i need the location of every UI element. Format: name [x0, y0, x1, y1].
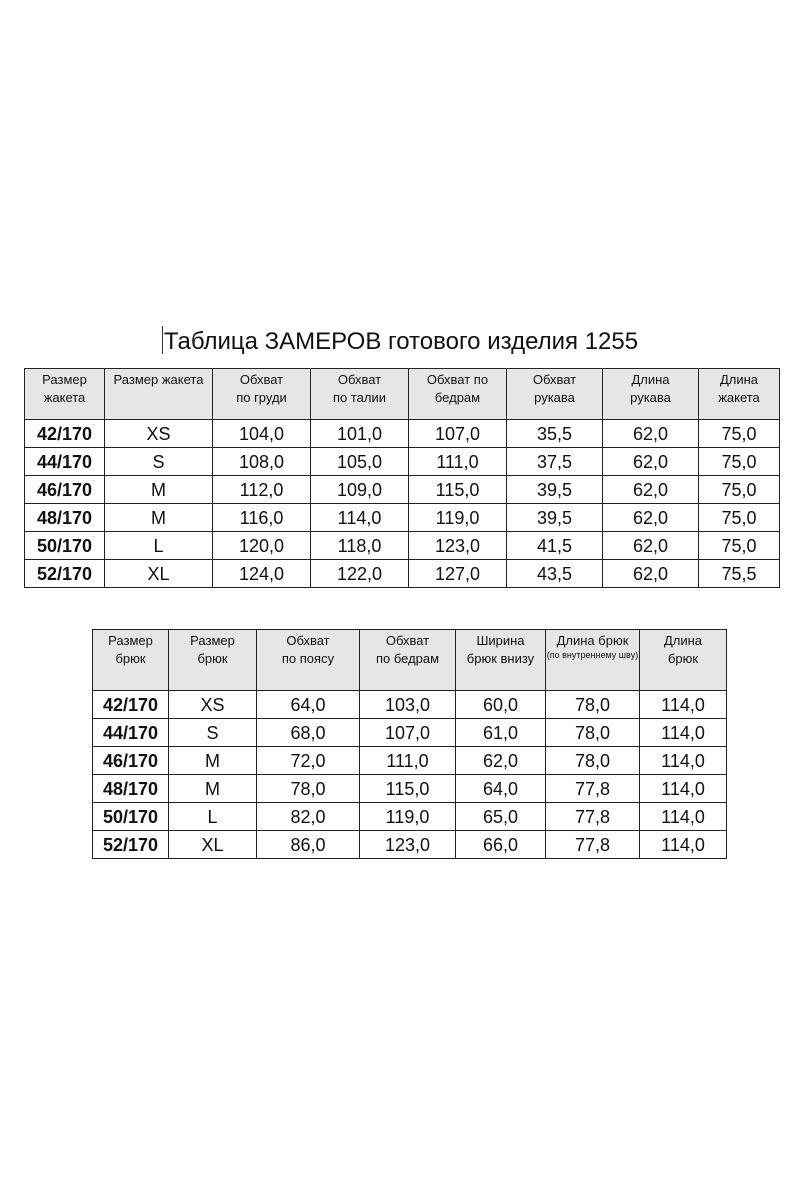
column-header	[311, 369, 409, 420]
table-cell: 104,0	[213, 420, 311, 448]
table-cell: 111,0	[409, 448, 507, 476]
table-cell: 123,0	[360, 831, 456, 859]
column-header-line: Длина брюк	[556, 633, 629, 648]
column-header-line: брюк	[667, 651, 699, 666]
table-cell: 78,0	[546, 747, 640, 775]
table-row	[25, 448, 780, 476]
table-row	[25, 476, 780, 504]
table-cell: 62,0	[603, 560, 699, 588]
table-cell: 66,0	[456, 831, 546, 859]
column-header-line: по талии	[332, 390, 387, 405]
table-cell: L	[105, 532, 213, 560]
column-header-line: Длина	[719, 372, 759, 387]
table-row	[93, 775, 727, 803]
table-cell: 112,0	[213, 476, 311, 504]
column-header-line: Размер	[108, 633, 153, 648]
table-cell: 68,0	[257, 719, 360, 747]
table-cell: XS	[169, 691, 257, 719]
column-header-line: по бедрам	[375, 651, 440, 666]
table-cell: 39,5	[507, 476, 603, 504]
table-cell: 78,0	[257, 775, 360, 803]
table-cell: 116,0	[213, 504, 311, 532]
column-header-line: жакета	[43, 390, 86, 405]
column-header-line: жакета	[718, 390, 760, 405]
table-cell: 114,0	[640, 803, 727, 831]
table-cell: 62,0	[603, 448, 699, 476]
column-header	[409, 369, 507, 420]
table-cell: 105,0	[311, 448, 409, 476]
table-cell: 114,0	[640, 747, 727, 775]
size-cell: 44/170	[25, 448, 105, 476]
size-cell: 50/170	[25, 532, 105, 560]
size-cell: 42/170	[93, 691, 169, 719]
table-cell: M	[105, 476, 213, 504]
table-cell: 107,0	[360, 719, 456, 747]
table-cell: 114,0	[640, 719, 727, 747]
table-cell: 120,0	[213, 532, 311, 560]
column-header	[169, 630, 257, 691]
table-cell: 61,0	[456, 719, 546, 747]
table-cell: 75,0	[699, 504, 780, 532]
column-header-line: Ширина	[476, 633, 525, 648]
pants-table-body	[93, 691, 727, 859]
table-cell: M	[169, 747, 257, 775]
table-cell: 75,0	[699, 532, 780, 560]
table-row	[93, 747, 727, 775]
size-cell: 52/170	[93, 831, 169, 859]
column-header-line: Размер	[190, 633, 235, 648]
page-title	[0, 326, 800, 358]
pants-measurements-table	[92, 629, 727, 859]
column-header-line: Размер	[42, 372, 87, 387]
table-cell: 108,0	[213, 448, 311, 476]
column-header-line: брюк внизу	[466, 651, 535, 666]
size-cell: 50/170	[93, 803, 169, 831]
table-cell: 62,0	[603, 504, 699, 532]
jacket-table-body	[25, 420, 780, 588]
table-cell: 37,5	[507, 448, 603, 476]
column-header-line: Обхват	[337, 372, 382, 387]
table-row	[93, 691, 727, 719]
table-cell: 115,0	[409, 476, 507, 504]
column-header	[603, 369, 699, 420]
column-header-line: (по внутреннему швy)	[546, 650, 639, 660]
table-row	[25, 420, 780, 448]
table-cell: S	[169, 719, 257, 747]
table-row	[25, 560, 780, 588]
page-title-text: Таблица ЗАМЕРОВ готового изделия 1255	[163, 328, 639, 355]
column-header	[257, 630, 360, 691]
table-cell: 107,0	[409, 420, 507, 448]
table-cell: 75,0	[699, 476, 780, 504]
column-header-line: Обхват	[239, 372, 284, 387]
table-cell: XS	[105, 420, 213, 448]
header-row	[93, 630, 727, 691]
table-cell: 127,0	[409, 560, 507, 588]
table-cell: 62,0	[603, 420, 699, 448]
table-cell: 82,0	[257, 803, 360, 831]
table-cell: 60,0	[456, 691, 546, 719]
column-header-line: Длина	[663, 633, 703, 648]
table-cell: M	[169, 775, 257, 803]
column-header-line: Размер жакета	[113, 372, 204, 387]
table-cell: 62,0	[603, 532, 699, 560]
column-header-line: бедрам	[434, 390, 481, 405]
column-header	[93, 630, 169, 691]
table-cell: S	[105, 448, 213, 476]
table-cell: 78,0	[546, 719, 640, 747]
column-header	[25, 369, 105, 420]
column-header	[546, 630, 640, 691]
jacket-table-header	[25, 369, 780, 420]
column-header	[360, 630, 456, 691]
size-cell: 48/170	[93, 775, 169, 803]
column-header	[213, 369, 311, 420]
column-header-line: Обхват	[385, 633, 430, 648]
size-cell: 42/170	[25, 420, 105, 448]
table-cell: 115,0	[360, 775, 456, 803]
table-cell: XL	[169, 831, 257, 859]
table-row	[93, 803, 727, 831]
header-row	[25, 369, 780, 420]
size-cell: 48/170	[25, 504, 105, 532]
column-header-line: по поясу	[281, 651, 335, 666]
table-cell: 78,0	[546, 691, 640, 719]
table-cell: 114,0	[640, 691, 727, 719]
table-cell: 75,0	[699, 448, 780, 476]
table-cell: XL	[105, 560, 213, 588]
table-cell: 43,5	[507, 560, 603, 588]
table-cell: 124,0	[213, 560, 311, 588]
table-cell: 114,0	[640, 831, 727, 859]
table-cell: 114,0	[311, 504, 409, 532]
table-cell: 119,0	[409, 504, 507, 532]
size-cell: 46/170	[25, 476, 105, 504]
table-cell: 62,0	[603, 476, 699, 504]
column-header	[456, 630, 546, 691]
table-cell: 41,5	[507, 532, 603, 560]
column-header	[699, 369, 780, 420]
table-cell: 62,0	[456, 747, 546, 775]
table-cell: M	[105, 504, 213, 532]
column-header-line: брюк	[197, 651, 228, 666]
table-cell: 64,0	[257, 691, 360, 719]
size-cell: 52/170	[25, 560, 105, 588]
table-row	[25, 532, 780, 560]
table-cell: 111,0	[360, 747, 456, 775]
column-header-line: Обхват	[532, 372, 577, 387]
column-header-line: Обхват	[286, 633, 330, 648]
table-row	[93, 831, 727, 859]
column-header-line: Длина	[631, 372, 670, 387]
table-cell: 65,0	[456, 803, 546, 831]
table-cell: 77,8	[546, 803, 640, 831]
column-header-line: по груди	[236, 390, 287, 405]
column-header-line: брюк	[115, 651, 146, 666]
text-cursor	[162, 326, 163, 354]
table-cell: L	[169, 803, 257, 831]
column-header	[640, 630, 727, 691]
table-cell: 39,5	[507, 504, 603, 532]
table-cell: 122,0	[311, 560, 409, 588]
table-cell: 118,0	[311, 532, 409, 560]
table-cell: 64,0	[456, 775, 546, 803]
table-cell: 114,0	[640, 775, 727, 803]
table-cell: 75,5	[699, 560, 780, 588]
table-cell: 72,0	[257, 747, 360, 775]
pants-table-header	[93, 630, 727, 691]
table-cell: 35,5	[507, 420, 603, 448]
table-cell: 119,0	[360, 803, 456, 831]
table-cell: 103,0	[360, 691, 456, 719]
table-row	[25, 504, 780, 532]
size-cell: 46/170	[93, 747, 169, 775]
column-header	[105, 369, 213, 420]
table-cell: 77,8	[546, 775, 640, 803]
column-header-line: Обхват по	[426, 372, 489, 387]
table-row	[93, 719, 727, 747]
table-cell: 75,0	[699, 420, 780, 448]
column-header-line: рукава	[630, 390, 671, 405]
column-header	[507, 369, 603, 420]
table-cell: 109,0	[311, 476, 409, 504]
jacket-measurements-table	[24, 368, 780, 588]
column-header-line: рукава	[534, 390, 575, 405]
table-cell: 123,0	[409, 532, 507, 560]
table-cell: 77,8	[546, 831, 640, 859]
table-cell: 86,0	[257, 831, 360, 859]
table-cell: 101,0	[311, 420, 409, 448]
size-cell: 44/170	[93, 719, 169, 747]
